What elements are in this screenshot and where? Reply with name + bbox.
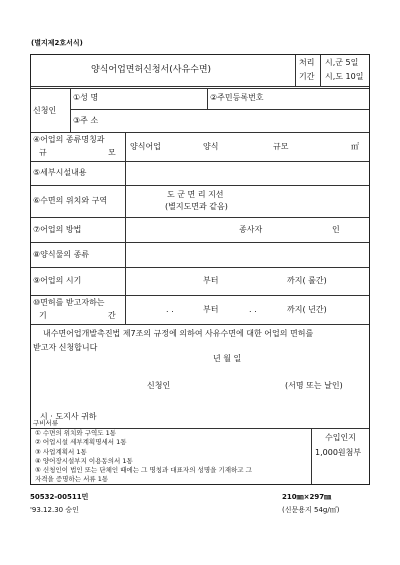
- document-item: ③ 사업계획서 1통: [35, 448, 87, 456]
- revenue-stamp-amount: 1,000원첨부: [315, 448, 362, 457]
- processing-label-2: 기간: [299, 72, 315, 81]
- license-period-label-a: 기: [39, 311, 47, 320]
- processing-period-province: 시,도 10일: [325, 72, 364, 81]
- license-period-label-b: 간: [108, 311, 116, 320]
- approval-date: '93.12.30 승인: [30, 506, 79, 514]
- form-title: 양식어업면허신청서(사유수면): [91, 65, 212, 75]
- fishery-kind-value: 양식어업: [130, 142, 161, 151]
- water-location-note: (별지도면과 같음): [165, 202, 228, 211]
- period-end-date: . .: [249, 305, 257, 314]
- season-from: 부터: [203, 276, 219, 285]
- document-item: 자격을 증명하는 서류 1통: [35, 475, 109, 483]
- name-field-label: ①성 명: [73, 93, 99, 102]
- recipient: 시 · 도지사 귀하: [40, 412, 97, 421]
- facility-details-label: ⑤세부시설내용: [33, 168, 87, 177]
- fishery-kind-label: ④어업의 종류명칭과: [33, 135, 105, 144]
- form-number: (별지제2호서식): [31, 39, 83, 47]
- fishing-method-label: ⑦어업의 방법: [33, 225, 82, 234]
- square-meter-unit: ㎡: [351, 142, 359, 151]
- paper-size: 210㎜×297㎜: [282, 493, 332, 501]
- processing-label-1: 처리: [299, 58, 315, 67]
- paper-type: (신문용지 54g/㎡): [282, 506, 340, 514]
- workers-label: 종사자: [239, 225, 263, 234]
- water-location-label: ⑥수면의 위치와 구역: [33, 196, 108, 205]
- document-item: ④ 양어장시설부지 이용동의서 1통: [35, 457, 133, 465]
- fishery-scale-label-b: 모: [108, 148, 116, 157]
- required-documents-title: 구비서류: [33, 419, 59, 427]
- species-label: ⑧양식물의 종류: [33, 250, 90, 259]
- fishery-scale-label-a: 규: [39, 148, 47, 157]
- application-form: [30, 54, 370, 485]
- signature-note: (서명 또는 날인): [285, 381, 343, 390]
- applicant-signature-label: 신청인: [147, 381, 171, 390]
- document-item: ① 수면의 위치와 구역도 1통: [35, 429, 117, 437]
- applicant-section-label: 신청인: [33, 106, 57, 115]
- statement-line-1: 내수면어업개발촉진법 제7조의 규정에 의하여 사유수면에 대한 어업의 면허를: [43, 329, 314, 338]
- water-location-value: 도 군 면 리 지선: [167, 190, 224, 199]
- fishery-scale-value: 규모: [273, 142, 289, 151]
- processing-period-city: 시,군 5일: [325, 58, 359, 67]
- period-start-date: . .: [166, 305, 174, 314]
- application-date: 년 월 일: [213, 354, 242, 363]
- document-item: ② 어업시설 세부계획명세서 1통: [35, 438, 127, 446]
- form-code: 50532-00511민: [30, 493, 89, 501]
- revenue-stamp-label: 수입인지: [325, 433, 356, 442]
- fishery-aquaculture-value: 양식: [203, 142, 219, 151]
- address-field-label: ③주 소: [73, 116, 99, 125]
- period-to: 까지( 년간): [287, 305, 327, 314]
- season-to: 까지( 룰간): [287, 276, 327, 285]
- fishing-season-label: ⑨어업의 시기: [33, 276, 82, 285]
- document-item: ⑤ 신청인이 법인 또는 단체인 때에는 그 명칭과 대표자의 성명을 기재하고 그: [35, 466, 252, 474]
- workers-unit: 인: [332, 225, 340, 234]
- period-from: 부터: [203, 305, 219, 314]
- license-period-label: ⑩면허를 받고자하는: [33, 298, 105, 307]
- resident-number-label: ②주민등록번호: [210, 93, 264, 102]
- statement-line-2: 받고자 신청합니다: [33, 343, 98, 352]
